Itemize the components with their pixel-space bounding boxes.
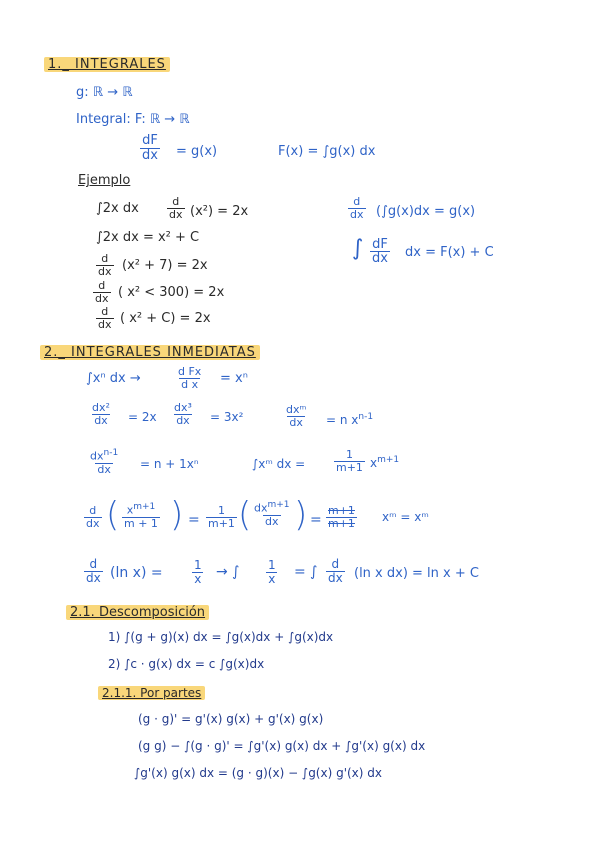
parts-line-3: ∫g'(x) g(x) dx = (g · g)(x) − ∫g(x) g'(x) dx [134,766,382,780]
x-text: x [126,503,134,517]
close-paren-2: ) [294,495,308,535]
line-4-derivative [84,505,102,530]
d-numerator: d [101,305,109,318]
example-1-derivative [167,196,185,221]
denominator: x [194,572,202,586]
d-numerator: d [172,195,180,208]
example-4-rhs: ( x² < 300) = 2x [118,285,225,300]
rhs-text: = n x [326,413,359,427]
dx-denominator: d x [181,378,199,391]
line-5-derivative [84,558,103,585]
ejemplo-label: Ejemplo [78,173,131,188]
numerator [88,447,120,463]
line-3-x-power [370,455,399,470]
side-2-rhs: dx = F(x) + C [405,245,494,260]
line-4-coef-fraction [206,505,237,530]
denominator: m + 1 [124,516,158,530]
d-numerator: d [101,252,109,265]
numerator [125,501,158,517]
dFx-numerator: d Fx [178,365,202,378]
parts-line-1: (g · g)' = g'(x) g(x) + g'(x) g(x) [138,712,324,726]
line-4-eq-2: = [310,512,322,528]
denominator: m+1 [328,517,355,530]
line-2a-fraction [90,402,112,427]
dx-denominator: dx [86,571,101,585]
exponent: m+1 [133,502,156,512]
equals-gx: = g(x) [176,144,218,159]
section-2-1-title [66,605,209,620]
rule-2: 2) ∫c · g(x) dx = c ∫g(x)dx [108,657,265,671]
line-5-derivative-2 [326,558,345,585]
example-4-derivative [93,280,111,305]
dx-denominator: dx [169,208,183,221]
section-2-title-text: 2._ INTEGRALES INMEDIATAS [40,345,260,360]
line-2b-fraction [172,402,194,427]
example-1-rhs: (x²) = 2x [190,204,249,219]
rule-1: 1) ∫(g + g)(x) dx = ∫g(x)dx + ∫g(x)dx [108,630,334,644]
dx-text: dx [90,449,104,463]
line-1-rhs: = xⁿ [220,371,248,386]
dF-numerator: dF [142,133,158,148]
numerator: dx³ [174,401,192,414]
section-2-1-1-title [98,686,205,700]
example-2: ∫2x dx = x² + C [96,230,200,245]
denominator: dx [289,416,303,429]
d-numerator: d [89,557,98,571]
dF-numerator: dF [372,237,388,252]
exponent: m+1 [267,500,290,510]
line-4-eq-1: = [188,512,200,528]
dF-dx-fraction [140,134,160,163]
line-5-fraction-2 [266,559,278,586]
line-2c-fraction [284,404,308,429]
section-2-title [40,345,260,360]
line-4-inner-fraction [122,501,160,530]
numerator: 1 [268,558,276,572]
denominator: dx [94,414,108,427]
example-3-derivative [96,253,114,278]
line-3-integral: ∫xᵐ dx = [252,457,306,471]
section-1-title [44,57,170,72]
integral-map: Integral: F: ℝ → ℝ [76,112,190,127]
line-4-tail: xᵐ = xᵐ [382,510,429,524]
denominator: dx [176,414,190,427]
denominator: m+1 [208,517,235,530]
open-paren: ( [106,495,120,535]
d-numerator: d [98,279,106,292]
example-3-rhs: (x² + 7) = 2x [122,258,208,273]
x-text: x [370,456,378,470]
function-map: g: ℝ → ℝ [76,85,133,100]
example-5-rhs: ( x² + C) = 2x [120,311,211,326]
line-1-lhs: ∫xⁿ dx → [86,371,141,386]
line-3-coef-fraction [334,449,365,474]
denominator: m+1 [336,461,363,474]
dx-text: dx [254,501,268,515]
dx-denominator: dx [86,517,100,530]
exponent: n-1 [103,448,119,458]
denominator: dx [97,462,111,476]
denominator: dx [265,514,279,528]
line-3-rhs: = n + 1xⁿ [140,457,199,471]
dx-denominator: dx [328,571,343,585]
section-1-title-text: 1._ INTEGRALES [44,57,170,72]
side-1-rhs: (∫g(x)dx = g(x) [376,204,476,219]
numerator: 1 [217,504,225,517]
d-numerator: d [331,557,340,571]
numerator: 1 [194,558,202,572]
line-5-eq: = ∫ [294,564,318,580]
numerator: 1 [345,448,353,461]
line-4-d2-fraction [252,499,292,528]
denominator: x [268,572,276,586]
F-definition: F(x) = ∫g(x) dx [278,144,376,159]
side-1-derivative [348,196,366,221]
line-5-mid: (ln x) = [110,565,163,581]
line-3-fraction [88,447,120,476]
d-numerator: d [89,504,97,517]
side-2-fraction [370,238,390,265]
exponent: m+1 [377,455,400,465]
numerator [252,499,292,515]
d-numerator: d [353,195,361,208]
dx-denominator: dx [372,251,388,266]
line-4-cancel-fraction [326,505,357,530]
numerator: m+1 [328,504,355,517]
section-2-1-title-text: 2.1. Descomposición [66,605,209,620]
dx-denominator: dx [350,208,364,221]
line-5-tail: (ln x dx) = ln x + C [354,566,479,581]
open-paren-2: ( [238,495,252,535]
line-2c-rhs [326,412,373,427]
exponent: n-1 [358,412,374,422]
example-1-integral: ∫2x dx [96,201,139,216]
dx-denominator: dx [95,292,109,305]
dx-denominator: dx [142,148,158,163]
line-2b-rhs: = 3x² [210,410,244,424]
section-2-1-1-title-text: 2.1.1. Por partes [98,686,205,700]
line-5-arrow: → ∫ [216,564,240,580]
parts-line-2: (g g) − ∫(g · g)' = ∫g'(x) g(x) dx + ∫g'(x) g(x) dx [138,739,426,753]
close-paren: ) [170,495,184,535]
line-2a-rhs: = 2x [128,410,157,424]
side-2-integral-sign: ∫ [352,236,364,261]
line-1-fraction [176,366,203,391]
example-5-derivative [96,306,114,331]
dx-denominator: dx [98,318,112,331]
line-5-fraction-1 [192,559,204,586]
dx-denominator: dx [98,265,112,278]
numerator: dxᵐ [286,403,307,416]
numerator: dx² [92,401,110,414]
